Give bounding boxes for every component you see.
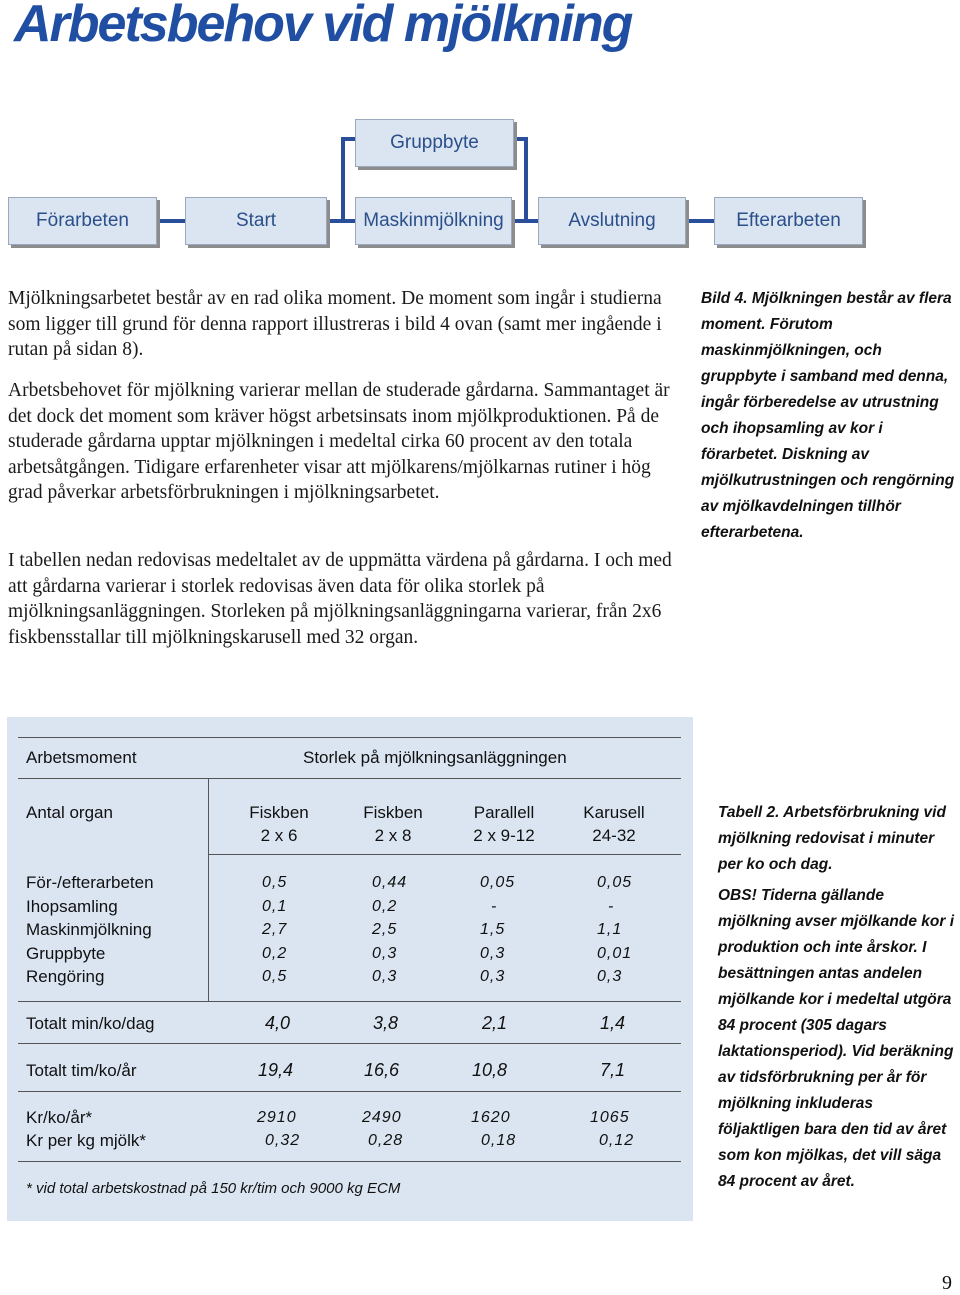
page-title: Arbetsbehov vid mjölkning (14, 0, 632, 53)
body-paragraph-3: I tabellen nedan redovisas medeltalet av de uppmätta värdena på gårdarna. I och med att gårdarna varierar i storlek redovisas även data för olika storlek på mjölkningsanläggningen. Storleken på mjölkningsanläggningarna varierar, från 2x6 fiskbensstallar till mjölkningskarusell med 32 organ. (8, 550, 672, 648)
table-caption: Tabell 2. Arbetsförbrukning vid mjölkning redovisat i minuter per ko och dag. (718, 804, 946, 873)
cell: 0,12 (599, 1132, 635, 1149)
cell: 16,6 (364, 1060, 400, 1080)
cell: 0,2 (262, 945, 288, 962)
flow-box-gruppbyte: Gruppbyte (355, 119, 514, 167)
cell: 0,44 (372, 874, 408, 891)
label-antal-organ: Antal organ (26, 803, 113, 822)
connector (524, 137, 528, 221)
connector (512, 219, 538, 223)
row-label: För-/efterarbeten (26, 873, 154, 892)
body-paragraph-1: Mjölkningsarbetet består av en rad olika moment. De moment som ingår i studierna som ligger till grund för denna rapport illustreras i bild 4 ovan (samt mer ingående i rutan på sidan 8). (8, 288, 662, 360)
figure-caption: Bild 4. Mjölkningen består av flera moment. Förutom maskinmjölkningen, och gruppbyte i samband med denna, ingår förberedelse av utrustning och ihopsamling av kor i förarbetet. Diskning av mjölkutrustningen och rengörning av mjölkavdelningen tillhör efterarbetena. (701, 290, 955, 541)
cell: 1,5 (480, 921, 506, 938)
cell: 2,1 (482, 1013, 508, 1033)
cell: 19,4 (258, 1060, 294, 1080)
row-label: Kr/ko/år* (26, 1108, 93, 1127)
page-number: 9 (942, 1272, 952, 1294)
cell: 0,3 (480, 945, 506, 962)
col-name: Fiskben (249, 803, 309, 822)
cell: 0,3 (372, 945, 398, 962)
col-size: 24-32 (592, 826, 636, 845)
cell: 0,2 (372, 898, 398, 915)
cell: 1620 (471, 1109, 511, 1126)
rule (208, 854, 681, 855)
cell: 2,7 (262, 921, 288, 938)
cell: - (608, 898, 615, 915)
rule (18, 1161, 681, 1162)
rule (18, 737, 681, 738)
flow-box-maskinmjolkning: Maskinmjölkning (355, 197, 512, 245)
cell: 1065 (590, 1109, 630, 1126)
col-size: 2 x 9-12 (473, 826, 535, 845)
cell: 2910 (257, 1109, 297, 1126)
header-storlek: Storlek på mjölkningsanläggningen (303, 748, 567, 767)
col-size: 2 x 6 (260, 826, 298, 845)
row-label: Kr per kg mjölk* (26, 1131, 146, 1150)
col-name: Fiskben (363, 803, 423, 822)
connector (686, 219, 714, 223)
cell: 0,1 (262, 898, 288, 915)
column-divider (208, 778, 209, 1002)
cell: 2490 (362, 1109, 402, 1126)
table-caption-note: OBS! Tiderna gällande mjölkning avser mjölkande kor i produktion och inte årskor. I besättningen antas andelen mjölkande kor i medeltal utgöra 84 procent (305 dagars laktationsperiod). Vid beräkning av tidsförbrukning per år för mjölkning inkluderas följaktligen bara den tid av året som kon mjölkas, det vill säga 84 procent av året. (718, 887, 955, 1190)
rule (18, 778, 681, 779)
cell: 2,5 (372, 921, 398, 938)
cell: 0,3 (480, 968, 506, 985)
cell: 0,5 (262, 968, 288, 985)
cell: 0,01 (597, 945, 633, 962)
cell: 0,3 (597, 968, 623, 985)
cell: 1,4 (600, 1013, 626, 1033)
flow-box-start: Start (185, 197, 327, 245)
row-label: Totalt tim/ko/år (26, 1061, 137, 1080)
cell: 0,05 (480, 874, 516, 891)
cell: 0,5 (262, 874, 288, 891)
table-footnote: * vid total arbetskostnad på 150 kr/tim och 9000 kg ECM (26, 1180, 401, 1197)
rule (18, 1043, 681, 1044)
row-label: Maskinmjölkning (26, 920, 152, 939)
flow-box-efterarbeten: Efterarbeten (714, 197, 863, 245)
rule (18, 1001, 681, 1002)
cell: 7,1 (600, 1060, 626, 1080)
cell: 1,1 (597, 921, 623, 938)
header-arbetsmoment: Arbetsmoment (26, 748, 137, 767)
row-label: Gruppbyte (26, 944, 106, 963)
col-size: 2 x 8 (374, 826, 412, 845)
cell: 0,18 (481, 1132, 517, 1149)
col-name: Karusell (583, 803, 645, 822)
rule (18, 1091, 681, 1092)
cell: - (491, 898, 498, 915)
col-name: Parallell (473, 803, 535, 822)
cell: 0,32 (265, 1132, 301, 1149)
row-label: Ihopsamling (26, 897, 118, 916)
cell: 0,3 (372, 968, 398, 985)
cell: 10,8 (472, 1060, 508, 1080)
connector (341, 137, 345, 221)
connector (327, 219, 355, 223)
cell: 0,28 (368, 1132, 404, 1149)
row-label: Rengöring (26, 967, 105, 986)
flow-box-forarbeten: Förarbeten (8, 197, 157, 245)
row-label: Totalt min/ko/dag (26, 1014, 155, 1033)
flow-box-avslutning: Avslutning (538, 197, 686, 245)
cell: 3,8 (373, 1013, 399, 1033)
cell: 0,05 (597, 874, 633, 891)
connector (157, 219, 185, 223)
cell: 4,0 (265, 1013, 291, 1033)
body-paragraph-2: Arbetsbehovet för mjölkning varierar mellan de studerade gårdarna. Sammantaget är det dock det moment som kräver högst arbetsinsats inom mjölkproduktionen. På de studerade gårdarna upptar mjölkningen i medeltal cirka 60 procent av den totala arbetsåtgången. Tidigare erfarenheter visar att mjölkarens/mjölkarnas rutiner i hög grad påverkar arbetsförbrukningen i mjölkningsarbetet. (8, 380, 670, 503)
